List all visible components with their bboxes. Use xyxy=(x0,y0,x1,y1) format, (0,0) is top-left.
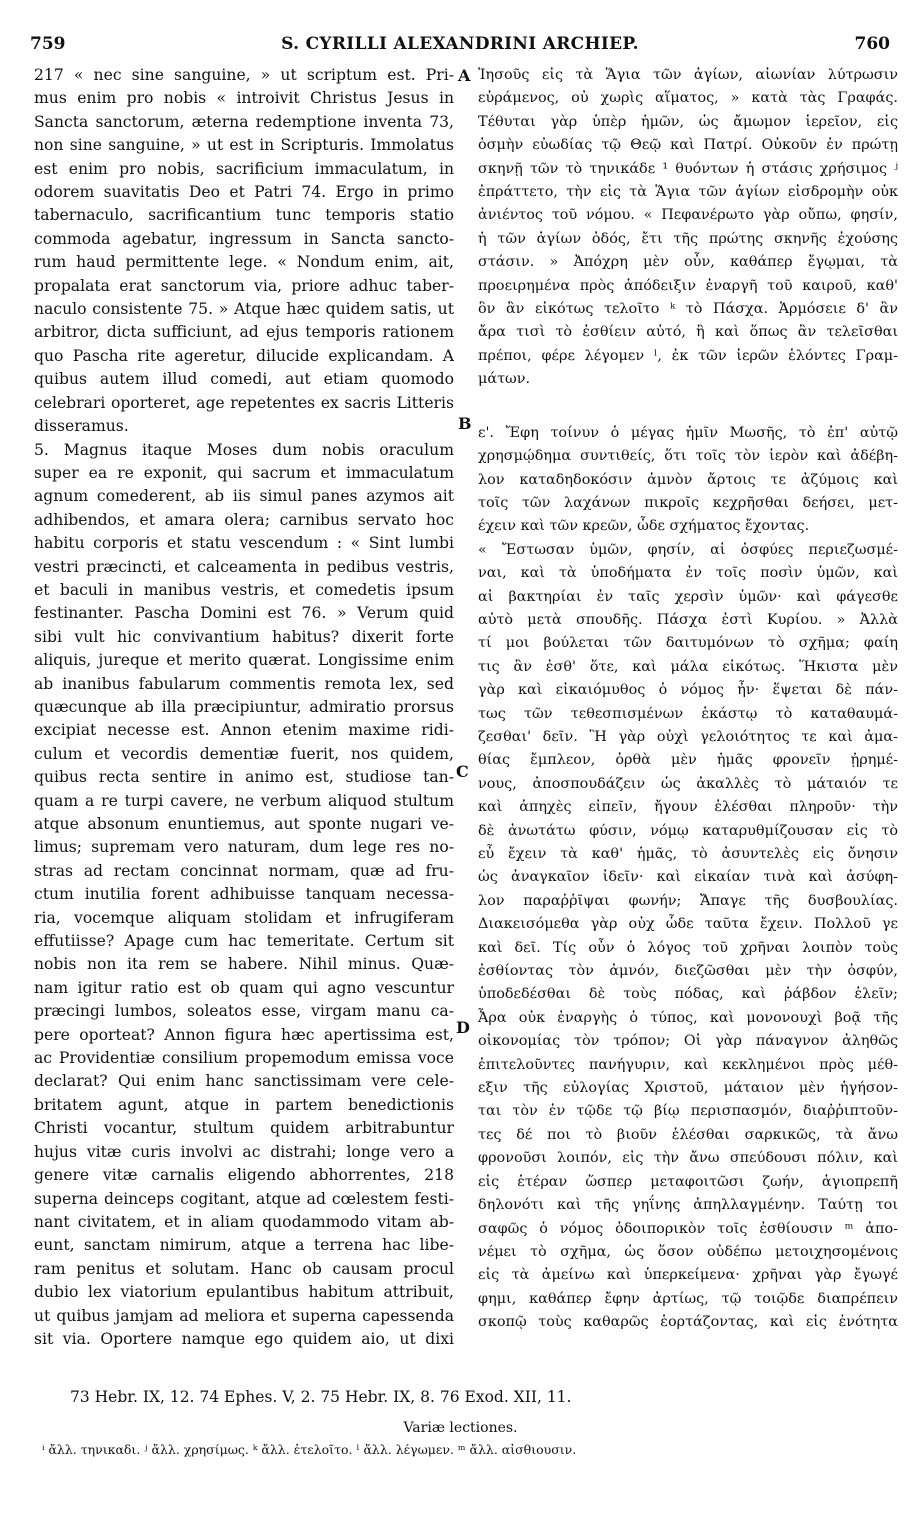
text-line: non sine sanguine, » ut est in Scripturis. Immolatus xyxy=(34,136,454,155)
text-line: sibi vult hic convivantium habitus? dixerit forte xyxy=(34,627,454,646)
text-line: φημι, καθάπερ ἔφην ἀρτίως, τῷ τοιῷδε διαπρέπειν xyxy=(478,1290,898,1307)
text-line: Ἰησοῦς εἰς τὰ Ἅγια τῶν ἁγίων, αἰωνίαν λύτρωσιν xyxy=(478,67,898,83)
variae-lectiones: ⁱ ἄλλ. τηνικαδι. ʲ ἄλλ. χρησίμως. ᵏ ἄλλ. ἐτελοῖτο. ˡ ἄλλ. λέγωμεν. ᵐ ἄλλ. αἰσθιουσιν. xyxy=(42,1442,577,1457)
text-line: præcingi lumbos, soleatos esse, virgam manu ca- xyxy=(34,1002,454,1021)
text-line: ἐπράττετο, τὴν εἰς τὰ Ἅγια τῶν ἁγίων εἰσδρομὴν οὐκ xyxy=(478,184,898,201)
greek-column xyxy=(478,64,898,1376)
text-line: dubio lex viatorium epulantibus habitum attribuit, xyxy=(34,1283,454,1302)
text-line: arbitror, dicta sufficiunt, ad ejus temporis rationem xyxy=(34,323,454,342)
text-line: εἰς ἑτέραν ὥσπερ μεταφοιτῶσι ζωήν, ἁγιοπρεπῆ xyxy=(478,1173,898,1190)
text-line: Ἆρα οὐκ ἐναργὴς ὁ τύπος, καὶ μονονουχὶ βοᾷ τῆς xyxy=(478,1009,898,1026)
text-line: εὑράμενος, οὐ χωρὶς αἵματος, » κατὰ τὰς Γραφάς. xyxy=(478,90,898,107)
footnotes: 73 Hebr. IX, 12. 74 Ephes. V, 2. 75 Hebr. IX, 8. 76 Exod. XII, 11. xyxy=(70,1388,572,1406)
text-line: nam igitur ratio est ob quam qui agno vescuntur xyxy=(34,978,454,997)
text-line: ὡς ἀναγκαῖον ἰδεῖν· καὶ εἰκαίαν τινὰ καὶ ἀσύφη- xyxy=(478,869,898,886)
text-line: quibus recta sentire in animo est, studiose tan- xyxy=(34,768,454,787)
text-line: quo Pascha rite ageretur, dilucide explicandam. A xyxy=(34,346,454,365)
text-line: νους, ἀποσπουδάζειν ὡς ἀκαλλὲς τὸ μάταιόν τε xyxy=(478,775,898,792)
text-line: mus enim pro nobis « introivit Christus Jesus in xyxy=(34,89,454,108)
text-line: ἄρα τισὶ τὸ ἐσθίειν αὐτό, ἢ καὶ ὅπως ἂν τελεῖσθαι xyxy=(478,324,898,341)
page-number-right: 760 xyxy=(854,34,890,54)
page-header xyxy=(30,28,890,60)
text-line: τως τῶν τεθεσπισμένων ἑκάστῳ τὸ καταθαυμά- xyxy=(478,705,898,722)
text-line: λον παραῤῥῖψαι φωνήν; Ἄπαγε τῆς δυσβουλίας. xyxy=(478,892,898,909)
text-line: limus; supremam vero naturam, dum lege res no- xyxy=(34,838,454,857)
text-line: declarat? Qui enim hanc sanctissimam vere cele- xyxy=(34,1072,454,1091)
text-line: Τέθυται γὰρ ὑπὲρ ἡμῶν, ὡς ἄμωμον ἱερεῖον, εἰς xyxy=(478,113,898,130)
text-line: ἀνιέντος τοῦ νόμου. « Πεφανέρωτο γὰρ οὔπω, φησίν, xyxy=(478,207,898,224)
text-line: ab inanibus fabularum commentis remota lex, sed xyxy=(34,674,454,693)
text-line: μάτων. xyxy=(478,371,531,388)
text-line: τις ἂν ἐσθ' ὅτε, καὶ μάλα εἰκότως. Ἥκιστα μὲν xyxy=(478,658,898,675)
text-line: est enim pro nobis, sacrificium immaculatum, in xyxy=(34,159,454,178)
text-line: habitu corporis et statu vescendum : « Sint lumbi xyxy=(34,534,454,553)
text-line: quæcunque ab illa præcipiuntur, admiratio prorsus xyxy=(34,697,454,716)
running-title: S. CYRILLI ALEXANDRINI ARCHIEP. xyxy=(281,34,639,54)
text-line: τες δέ ποι τὸ βιοῦν ἑλέσθαι σαρκικῶς, τὰ ἄνω xyxy=(478,1126,898,1143)
text-line: festinanter. Pascha Domini est 76. » Verum quid xyxy=(34,604,454,623)
text-line: δὲ ἀνωτάτω φύσιν, νόμῳ καταρυθμίζουσαν εἰς τὸ xyxy=(478,822,898,839)
text-line: οἰκονομίας τὸν τρόπον; Οἱ γὰρ πάναγνον ἀληθῶς xyxy=(478,1033,898,1050)
text-line: πρέποι, φέρε λέγομεν ˡ, ἐκ τῶν ἱερῶν ἑλόντες Γραμ- xyxy=(478,347,898,364)
text-line: ὀσμὴν εὐωδίας τῷ Θεῷ καὶ Πατρί. Οὐκοῦν ἐν πρώτῃ xyxy=(478,137,898,154)
text-line: νέμει τὸ σχῆμα, ὡς ὅσον οὐδέπω μετοιχησομένοις xyxy=(478,1243,898,1260)
text-line: ria, vocemque aliquam stolidam et infrugiferam xyxy=(34,908,454,927)
text-line: culum et vecordis dementiæ fuerit, nos quidem, xyxy=(34,744,454,763)
margin-marker-b: B xyxy=(458,414,472,433)
text-line: τοῖς τῶν λαχάνων πικροῖς κεχρῆσθαι δεήσει, μετ- xyxy=(478,494,898,511)
text-line: adhibendos, et amara olera; carnibus servato hoc xyxy=(34,510,454,529)
text-line: commoda agebatur, ingressum in Sancta sancto- xyxy=(34,229,454,248)
text-line: ται τὸν ἐν τῷδε τῷ βίῳ περισπασμόν, διαῤῥιπτοῦν- xyxy=(478,1103,898,1120)
text-line: tabernaculo, sacrificantium tunc temporis statio xyxy=(34,206,454,225)
text-line: disseramus. xyxy=(34,417,129,436)
text-line: εξιν τῆς εὐλογίας Χριστοῦ, μάταιον μὲν ἡγήσον- xyxy=(478,1080,898,1097)
text-line: 217 « nec sine sanguine, » ut scriptum est. Pri- xyxy=(34,66,454,84)
text-line: εἰς τὰ ἀμείνω καὶ ὑπερκείμενα· χρῆναι γὰρ ἔγωγέ xyxy=(478,1267,898,1284)
text-line: ἐσθίοντας τὸν ἀμνόν, διεζῶσθαι μὲν τὴν ὀσφύν, xyxy=(478,963,898,980)
text-line: super ea re exponit, qui sacrum et immaculatum xyxy=(34,463,454,482)
text-line: nobis non ita rem se habere. Nihil minus. Quæ- xyxy=(34,955,454,974)
text-line: καὶ δεῖ. Τίς οὖν ὁ λόγος τοῦ χρῆναι λοιπὸν τοὺς xyxy=(478,939,898,956)
text-line: effutiisse? Apage cum hac temeritate. Certum sit xyxy=(34,932,454,951)
text-line: quam a re turpi cavere, ne verbum aliquod stultum xyxy=(34,791,454,810)
text-line: excipiat necesse est. Annon etenim maxime ridi- xyxy=(34,721,454,740)
text-line: atque absonum enuntiemus, aut sponte nugari ve- xyxy=(34,815,454,833)
text-line: σκοπῷ τοὺς καθαρῶς ἑορτάζοντας, καὶ εἰς ἑνότητα xyxy=(478,1314,898,1331)
text-line: « Ἔστωσαν ὑμῶν, φησίν, αἱ ὀσφύες περιεζωσμέ- xyxy=(478,541,898,558)
text-line: pere oporteat? Annon figura hæc apertissima est, xyxy=(34,1025,454,1044)
text-line: προειρημένα πρὸς ἀπόδειξιν ἐναργῆ τοῦ καιροῦ, καθ' xyxy=(478,277,898,294)
text-line: χρησμῴδημα συντιθείς, ὅτι τοῖς τὸν ἱερὸν καὶ ἀδέβη- xyxy=(478,448,898,465)
text-line: δηλονότι καὶ τῆς γηΐνης ἀπηλλαγμένην. Ταύτῃ τοι xyxy=(478,1197,898,1214)
text-line: αἱ βακτηρίαι ἐν ταῖς χερσὶν ὑμῶν· καὶ φάγεσθε xyxy=(478,588,898,605)
variae-lectiones-heading: Variæ lectiones. xyxy=(403,1420,518,1436)
latin-column xyxy=(34,64,454,1376)
text-line: 5. Magnus itaque Moses dum nobis oraculum xyxy=(34,440,454,459)
text-line: ram penitus et solutam. Hanc ob causam procul xyxy=(34,1259,454,1278)
text-line: nant civitatem, et in aliam quodammodo vitam ab- xyxy=(34,1212,454,1231)
text-line: έχειν καὶ τῶν κρεῶν, ὧδε σχήματος ἔχοντας. xyxy=(478,518,810,535)
text-line: καὶ ἀπηχὲς εἰπεῖν, ἤγουν ἑλέσθαι πληροῦν· τὴν xyxy=(478,799,898,816)
paragraph-gap xyxy=(478,392,898,422)
text-line: στάσιν. » Ἀπόχρη μὲν οὖν, καθάπερ ἔγῳμαι, τὰ xyxy=(478,254,898,271)
text-line: propalata erat sanctorum via, priore adhuc taber- xyxy=(34,276,454,295)
text-line: vestri præcincti, et calceamenta in pedibus vestris, xyxy=(34,557,454,576)
text-line: et baculi in manibus vestris, et comedetis ipsum xyxy=(34,580,454,599)
text-line: rum haud permittente lege. « Nondum enim, ait, xyxy=(34,253,454,272)
text-line: genere vitæ carnalis eligendo abhorrentes, 218 xyxy=(34,1166,454,1185)
text-line: naculo consistente 75. » Atque hæc quidem satis, ut xyxy=(34,300,454,319)
text-line: τί μοι βούλεται τῶν δαιτυμόνων τὸ σχῆμα; φαίη xyxy=(478,635,898,652)
text-line: ὃν ἂν εἰκότως τελοῖτο ᵏ τὸ Πάσχα. Ἁρμόσειε δ' ἂν xyxy=(478,301,898,318)
text-line: ac Providentiæ consilium propemodum emissa voce xyxy=(34,1049,454,1068)
text-line: hujus vitæ curis involvi ac distrahi; longe vero a xyxy=(34,1142,454,1161)
text-line: ἐπιτελοῦντες πανήγυριν, καὶ κεκλημένοι πρὸς μέθ- xyxy=(478,1056,898,1073)
text-line: ἡ τῶν ἁγίων ὁδός, ἔτι τῆς πρώτης σκηνῆς ἐχούσης xyxy=(478,230,898,247)
margin-marker-d: D xyxy=(456,1018,470,1037)
page-number-left: 759 xyxy=(30,34,66,54)
text-line: Christi vocantur, stultum quidem arbitrabuntur xyxy=(34,1119,454,1138)
text-line: ut quibus jamjam ad meliora et superna capessenda xyxy=(34,1306,454,1325)
text-line: ctum inutilia forent adhibuisse tanquam necessa- xyxy=(34,885,454,904)
text-line: θίας ἔμπλεον, ὀρθὰ μὲν ἡμᾶς φρονεῖν ᾐρημέ- xyxy=(478,752,898,769)
text-line: ζεσθαι' δεῖν. Ἢ γὰρ οὐχὶ γελοιότητος τε καὶ ἀμα- xyxy=(478,728,898,745)
text-line: odorem suavitatis Deo et Patri 74. Ergo in primo xyxy=(34,183,454,202)
margin-marker-a: A xyxy=(458,66,471,85)
text-line: σκηνῇ τῶν τὸ τηνικάδε ¹ θυόντων ἡ στάσις χρήσιμος ʲ xyxy=(478,160,898,177)
text-line: φρονοῦσι λοιπόν, εἰς τὴν ἄνω σπεύδουσι πόλιν, καὶ xyxy=(478,1150,898,1167)
text-line: λον καταδηδοκόσιν ἀμνὸν ἄρτοις τε ἀζύμοις καὶ xyxy=(478,471,898,488)
text-line: γὰρ καὶ εἰκαιόμυθος ὁ νόμος ἦν· ἕψεται δὲ πάν- xyxy=(478,682,898,699)
text-line: σαφῶς ὁ νόμος ὁδοιπορικὸν τοῖς ἐσθίουσιν ᵐ ἀπο- xyxy=(478,1220,898,1237)
text-line: ναι, καὶ τὰ ὑποδήματα ἐν τοῖς ποσὶν ὑμῶν, καὶ xyxy=(478,565,898,582)
margin-marker-c: C xyxy=(456,762,469,781)
text-line: britatem agunt, atque in partem benedictionis xyxy=(34,1095,454,1114)
text-line: agnum comederent, ab iis simul panes azymos ait xyxy=(34,487,454,506)
text-line: ε'. Ἔφη τοίνυν ὁ μέγας ἡμῖν Μωσῆς, τὸ ἐπ' αὐτῷ xyxy=(478,424,898,441)
text-line: ὑποδεδέσθαι δὲ τοὺς πόδας, καὶ ῥάβδον ἑλεῖν; xyxy=(478,986,898,1003)
text-line: superna deinceps cogitant, atque ad cœlestem festi- xyxy=(34,1189,454,1208)
text-line: Διακεισόμεθα γὰρ οὐχ ὧδε ταῦτα ἔχειν. Πολλοῦ γε xyxy=(478,916,898,933)
text-line: Sancta sanctorum, æterna redemptione inventa 73, xyxy=(34,112,454,131)
text-line: celebrari oporteret, age repetentes ex sacris Litteris xyxy=(34,393,454,412)
text-line: quibus autem illud comedi, aut etiam quomodo xyxy=(34,370,454,389)
text-line: sit via. Oportere namque ego quidem aio, ut dixi xyxy=(34,1329,454,1348)
text-line: eunt, sanctam nimirum, atque a terrena hac libe- xyxy=(34,1236,454,1255)
text-line: aliquis, jureque et merito quærat. Longissime enim xyxy=(34,651,454,670)
text-line: εὖ ἔχειν τὰ καθ' ἡμᾶς, τὸ ἀσυντελὲς εἰς ὄνησιν xyxy=(478,846,898,862)
text-line: stras ad rectam concinnat normam, quæ ad fru- xyxy=(34,861,454,880)
text-line: αὐτὸ μετὰ σπουδῆς. Πάσχα ἐστὶ Κυρίου. » Ἀλλὰ xyxy=(478,611,898,628)
